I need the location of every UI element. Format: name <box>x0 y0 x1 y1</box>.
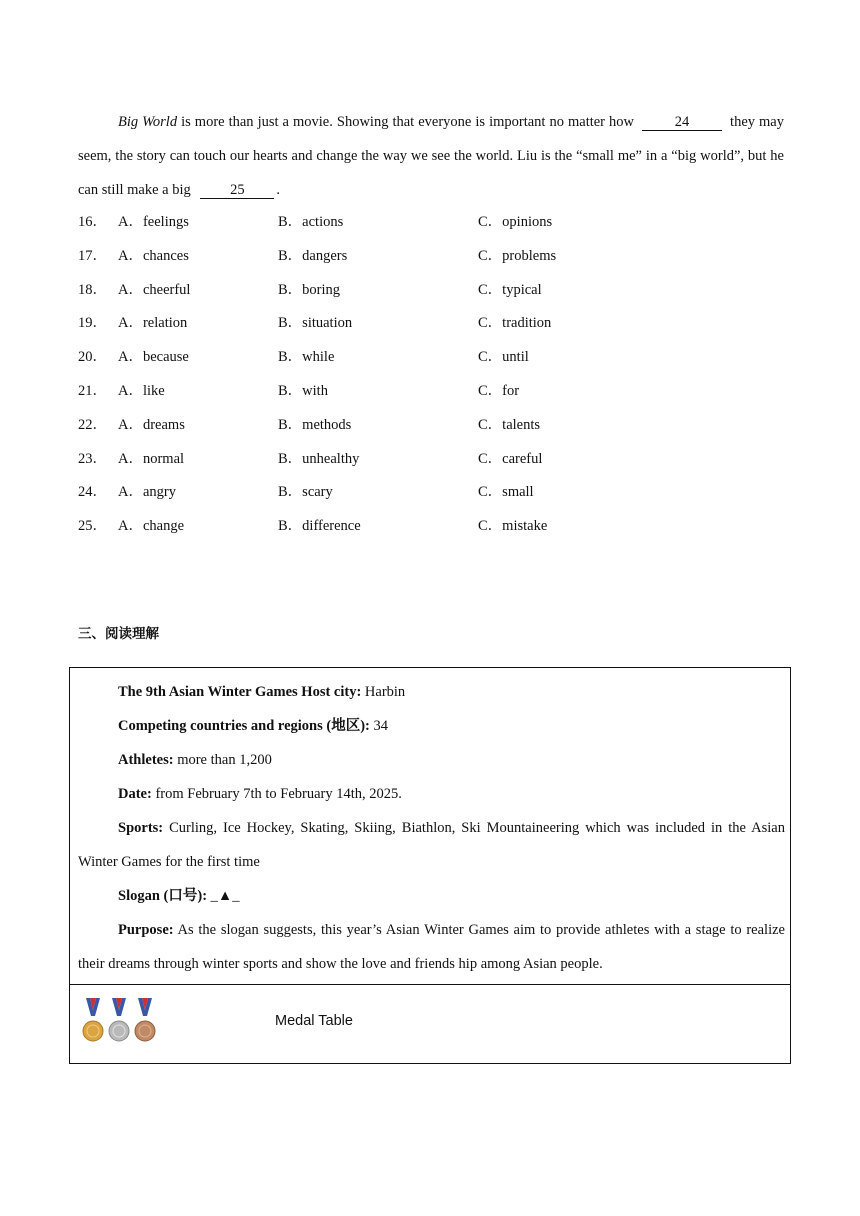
purpose-value: As the slogan suggests, this year’s Asian Winter Games aim to provide athletes with a stage to realize their dreams through winter sports and show the love and friends hip among Asian people. <box>78 922 785 972</box>
question-row <box>78 341 778 375</box>
option-a: A．normal <box>118 450 185 467</box>
option-b: B．difference <box>278 518 361 535</box>
option-c: C．until <box>478 349 529 366</box>
passage-text-3: . <box>276 182 280 198</box>
slogan-value: _▲_ <box>207 888 240 904</box>
info-line-slogan <box>78 879 785 913</box>
question-row <box>78 409 778 443</box>
question-number: 25． <box>78 518 107 535</box>
option-a: A．dreams <box>118 416 185 433</box>
date-label: Date: <box>118 786 152 802</box>
question-number: 22． <box>78 416 107 433</box>
option-c: C．tradition <box>478 315 552 332</box>
passage-text-2: they may seem, the story can touch our hearts and change the way we see the world. Liu is the “small me” in a “big world”, but he can still make a big <box>78 114 784 198</box>
question-row <box>78 307 778 341</box>
option-a: A．cheerful <box>118 281 191 298</box>
info-line-sports <box>78 811 785 879</box>
option-b: B．with <box>278 382 328 399</box>
medal-table-caption: Medal Table <box>275 1013 353 1029</box>
info-cell <box>70 668 790 985</box>
info-text <box>78 675 785 981</box>
question-row <box>78 274 778 308</box>
option-c: C．for <box>478 382 520 399</box>
question-row <box>78 443 778 477</box>
question-row <box>78 510 778 544</box>
option-a: A．like <box>118 382 165 399</box>
question-number: 17． <box>78 247 107 264</box>
option-b: B．dangers <box>278 247 348 264</box>
option-b: B．scary <box>278 484 333 501</box>
question-number: 20． <box>78 349 107 366</box>
option-a: A．relation <box>118 315 188 332</box>
athletes-value: more than 1,200 <box>173 752 272 768</box>
question-number: 24． <box>78 484 107 501</box>
option-b: B．methods <box>278 416 352 433</box>
question-row <box>78 375 778 409</box>
question-row <box>78 240 778 274</box>
question-number: 19． <box>78 315 107 332</box>
option-a: A．feelings <box>118 214 189 230</box>
date-value: from February 7th to February 14th, 2025. <box>151 786 402 802</box>
movie-title: Big World <box>118 114 178 130</box>
option-c: C．talents <box>478 416 541 433</box>
option-a: A．because <box>118 349 189 366</box>
passage-text-1: is more than just a movie. Showing that everyone is important no matter how <box>177 114 639 130</box>
option-a: A．change <box>118 518 185 535</box>
section-heading: 三、阅读理解 <box>78 626 159 642</box>
athletes-label: Athletes: <box>118 752 174 768</box>
purpose-label: Purpose: <box>118 922 174 938</box>
host-value: Harbin <box>361 684 406 700</box>
option-b: B．while <box>278 349 335 366</box>
info-line-date <box>78 777 785 811</box>
option-c: C．small <box>478 484 534 501</box>
medal-table-cell <box>70 985 790 1063</box>
countries-value: 34 <box>369 718 388 734</box>
blank-25: 25 <box>200 182 274 199</box>
question-number: 16． <box>78 214 107 230</box>
option-a: A．angry <box>118 484 176 501</box>
option-b: B．boring <box>278 281 341 298</box>
bronze-medal-icon <box>135 998 155 1041</box>
gold-medal-icon <box>83 998 103 1041</box>
option-c: C．typical <box>478 281 542 298</box>
info-table <box>69 667 791 1064</box>
info-line-purpose <box>78 913 785 981</box>
question-number: 23． <box>78 450 107 467</box>
info-line-countries <box>78 709 785 743</box>
question-row <box>78 206 778 240</box>
medals-icon <box>81 996 157 1050</box>
answer-options <box>78 206 778 544</box>
cloze-passage <box>78 105 784 207</box>
question-number: 21． <box>78 382 107 399</box>
silver-medal-icon <box>109 998 129 1041</box>
option-b: B．unhealthy <box>278 450 360 467</box>
question-row <box>78 476 778 510</box>
option-c: C．careful <box>478 450 543 467</box>
option-b: B．actions <box>278 214 344 230</box>
option-a: A．chances <box>118 247 189 264</box>
option-c: C．problems <box>478 247 557 264</box>
option-c: C．opinions <box>478 214 553 230</box>
sports-value: Curling, Ice Hockey, Skating, Skiing, Biathlon, Ski Mountaineering which was included in the Asian Winter Games for the first time <box>78 820 785 870</box>
info-line-athletes <box>78 743 785 777</box>
sports-label: Sports: <box>118 820 164 836</box>
question-number: 18． <box>78 281 107 298</box>
option-b: B．situation <box>278 315 353 332</box>
option-c: C．mistake <box>478 518 548 535</box>
host-label: The 9th Asian Winter Games Host city: <box>118 684 362 700</box>
countries-label: Competing countries and regions (地区): <box>118 718 370 734</box>
slogan-label: Slogan (口号): <box>118 888 208 904</box>
blank-24: 24 <box>642 114 722 131</box>
info-line-host <box>78 675 785 709</box>
